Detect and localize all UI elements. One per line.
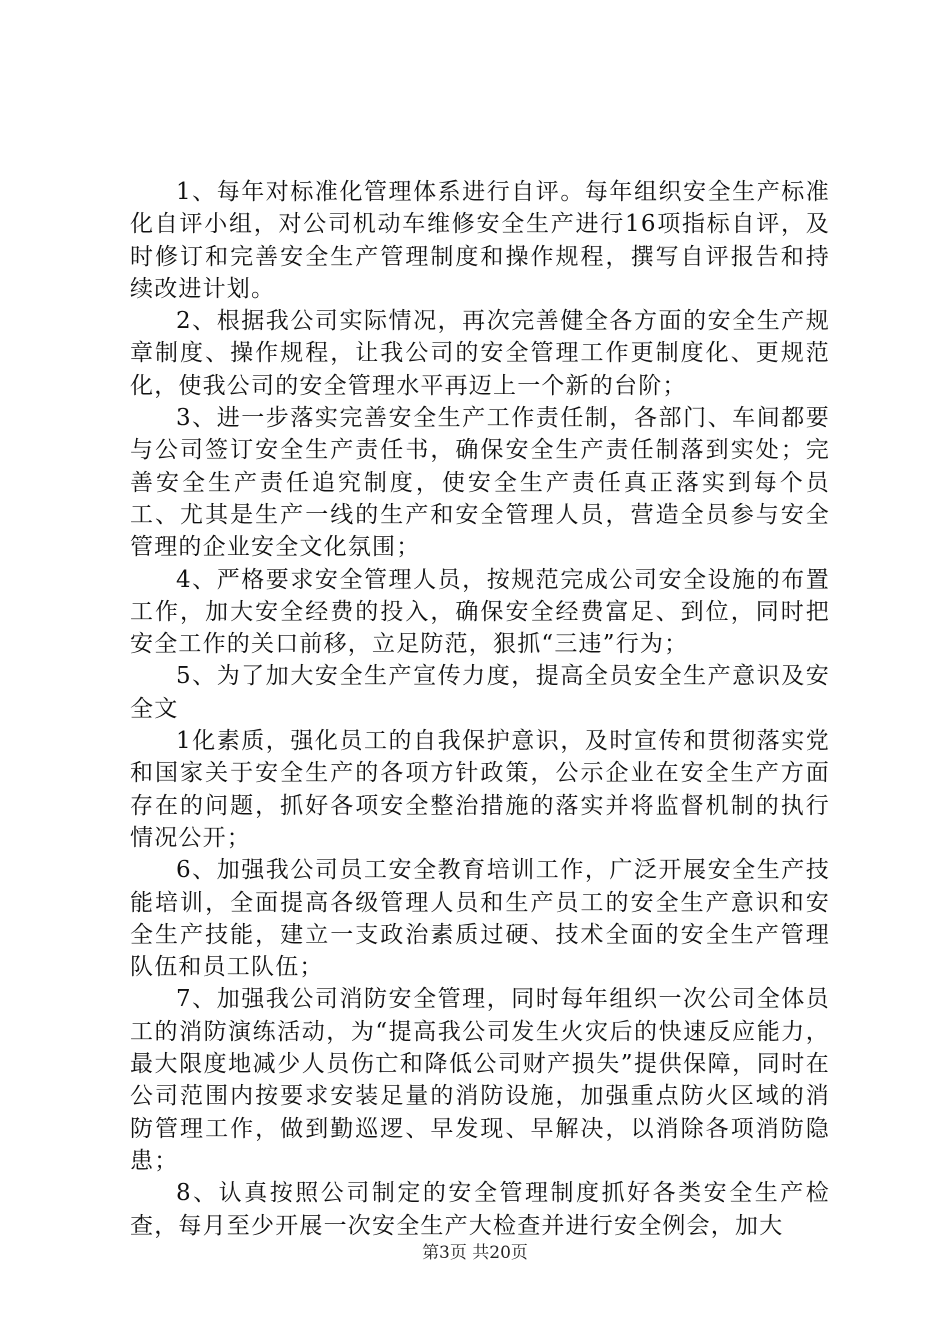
paragraph-6: 6、加强我公司员工安全教育培训工作，广泛开展安全生产技能培训，全面提高各级管理人员和生产员工的安全生产意识和安全生产技能，建立一支政治素质过硬、技术全面的安全生产管理队伍和员工队伍； [130,857,830,981]
paragraph-5: 5、为了加大安全生产宣传力度，提高全员安全生产意识及安全文 [130,663,830,722]
page-number-footer: 第3页 共20页 [422,1243,528,1263]
paragraph-8: 8、认真按照公司制定的安全管理制度抓好各类安全生产检查，每月至少开展一次安全生产大检查并进行安全例会，加大 [130,1180,830,1239]
paragraph-4: 4、严格要求安全管理人员，按规范完成公司安全设施的布置工作，加大安全经费的投入，确保安全经费富足、到位，同时把安全工作的关口前移，立足防范，狠抓“三违”行为； [130,566,830,658]
paragraph-3: 3、进一步落实完善安全生产工作责任制，各部门、车间都要与公司签订安全生产责任书，确保安全生产责任制落到实处；完善安全生产责任追究制度，使安全生产责任真正落实到每个员工、尤其是生产一线的生产和安全管理人员，营造全员参与安全管理的企业安全文化氛围； [130,405,830,561]
paragraph-1: 1、每年对标准化管理体系进行自评。每年组织安全生产标准化自评小组，对公司机动车维修安全生产进行16项指标自评，及时修订和完善安全生产管理制度和操作规程，撰写自评报告和持续改进计划。 [130,179,830,302]
paragraph-7: 7、加强我公司消防安全管理，同时每年组织一次公司全体员工的消防演练活动，为“提高我公司发生火灾后的快速反应能力，最大限度地减少人员伤亡和降低公司财产损失”提供保障，同时在公司范围内按要求安装足量的消防设施，加强重点防火区域的消防管理工作，做到勤巡逻、早发现、早解决，以消除各项消防隐患； [130,986,830,1174]
paragraph-2: 2、根据我公司实际情况，再次完善健全各方面的安全生产规章制度、操作规程，让我公司的安全管理工作更制度化、更规范化，使我公司的安全管理水平再迈上一个新的台阶； [130,308,830,399]
paragraph-5-continued: 1化素质，强化员工的自我保护意识，及时宣传和贯彻落实党和国家关于安全生产的各项方针政策，公示企业在安全生产方面存在的问题，抓好各项安全整治措施的落实并将监督机制的执行情况公开； [130,728,830,851]
document-body [130,176,830,1242]
